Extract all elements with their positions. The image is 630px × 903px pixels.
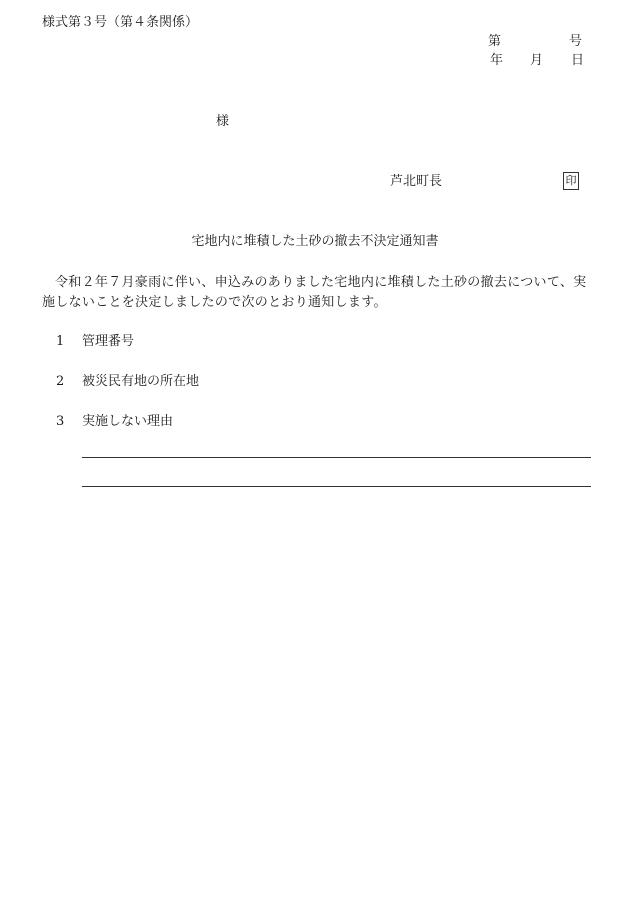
item-label: 実施しない理由 <box>82 414 174 429</box>
item-number: 3 <box>56 414 65 429</box>
form-number: 様式第３号（第４条関係） <box>42 15 199 30</box>
item-number: 2 <box>56 374 65 389</box>
item-label: 管理番号 <box>82 334 135 349</box>
list-item-location <box>56 374 199 390</box>
addressee-honorific: 様 <box>216 114 230 129</box>
reason-line-1 <box>82 457 591 458</box>
number-suffix: 号 <box>569 34 583 49</box>
document-body: 令和２年７月豪雨に伴い、申込みのありました宅地内に堆積した土砂の撤去について、実施しないことを決定しましたので次のとおり通知します。 <box>42 275 587 310</box>
list-item-reason <box>56 414 173 430</box>
date-year: 年 <box>490 53 504 68</box>
item-number: 1 <box>56 334 65 349</box>
seal-mark: 印 <box>563 172 579 190</box>
issuer-title: 芦北町長 <box>390 174 443 189</box>
list-item-management-number <box>56 334 134 350</box>
document-title: 宅地内に堆積した土砂の撤去不決定通知書 <box>191 234 439 249</box>
date-month: 月 <box>530 53 544 68</box>
reason-line-2 <box>82 486 591 487</box>
number-prefix: 第 <box>488 34 502 49</box>
item-label: 被災民有地の所在地 <box>82 374 200 389</box>
date-day: 日 <box>571 53 585 68</box>
